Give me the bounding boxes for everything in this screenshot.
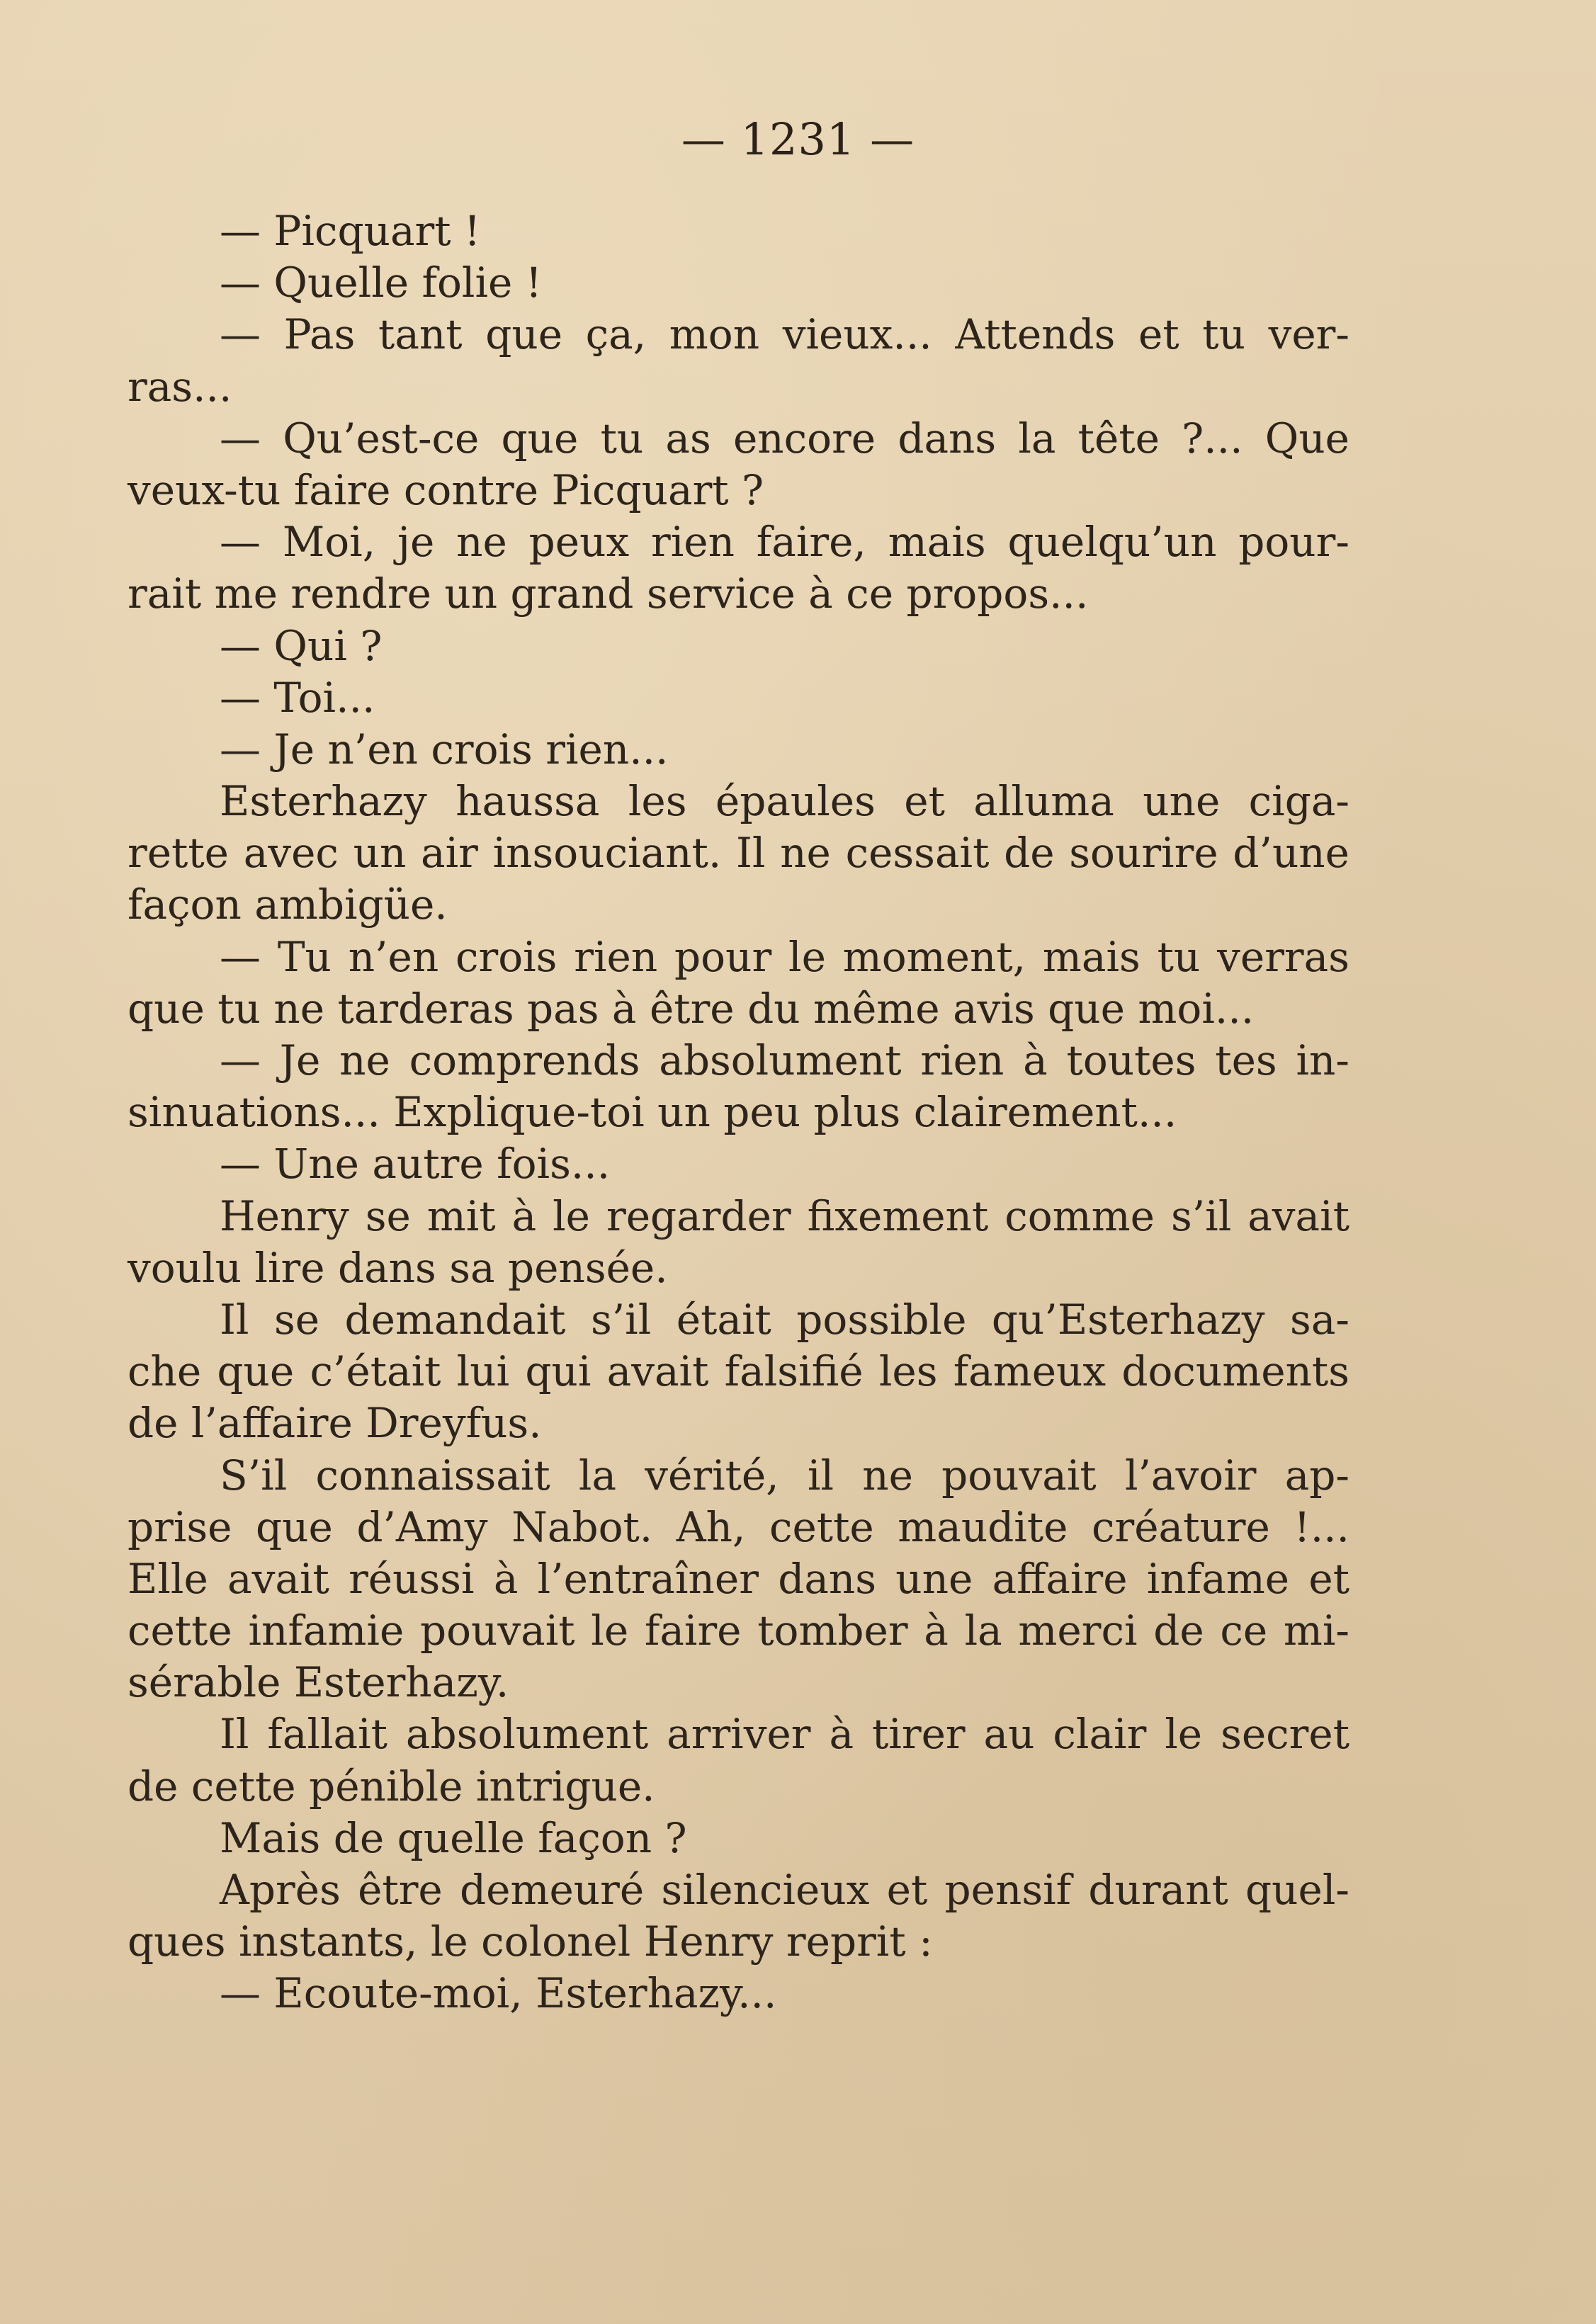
text-line: — Qu’est-ce que tu as encore dans la tête ?... Que: [220, 414, 1349, 463]
text-line: sérable Esterhazy.: [128, 1658, 509, 1707]
text-line: de l’affaire Dreyfus.: [128, 1399, 542, 1448]
text-line: — Je n’en crois rien...: [220, 725, 669, 773]
text-line: — Picquart !: [220, 207, 481, 255]
page-number: — 1231 —: [681, 113, 915, 165]
text-line: — Ecoute-moi, Esterhazy...: [220, 1969, 777, 2018]
text-line: Elle avait réussi à l’entraîner dans une affaire infame et: [128, 1554, 1349, 1603]
text-line: veux-tu faire contre Picquart ?: [128, 465, 764, 514]
text-line: que tu ne tarderas pas à être du même avis que moi...: [128, 984, 1255, 1033]
text-line: Esterhazy haussa les épaules et alluma une ciga-: [220, 777, 1349, 826]
text-line: Il fallait absolument arriver à tirer au clair le secret: [220, 1710, 1349, 1759]
text-line: — Pas tant que ça, mon vieux... Attends et tu ver-: [220, 310, 1349, 359]
text-line: che que c’était lui qui avait falsifié les fameux documents: [128, 1347, 1349, 1396]
text-line: rait me rendre un grand service à ce propos...: [128, 569, 1089, 618]
text-line: — Moi, je ne peux rien faire, mais quelqu’un pour-: [220, 518, 1349, 567]
text-line: — Une autre fois...: [220, 1140, 611, 1189]
text-line: Mais de quelle façon ?: [220, 1813, 687, 1862]
text-line: — Tu n’en crois rien pour le moment, mais tu verras: [220, 932, 1349, 981]
text-line: sinuations... Explique-toi un peu plus clairement...: [128, 1088, 1177, 1137]
text-line: Henry se mit à le regarder fixement comme s’il avait: [220, 1191, 1349, 1240]
text-line: — Toi...: [220, 673, 375, 722]
text-line: ques instants, le colonel Henry reprit :: [128, 1917, 933, 1966]
text-line: S’il connaissait la vérité, il ne pouvait l’avoir ap-: [220, 1451, 1349, 1500]
text-line: — Quelle folie !: [220, 259, 543, 307]
text-line: Après être demeuré silencieux et pensif durant quel-: [220, 1866, 1349, 1914]
text-line: façon ambigüe.: [128, 880, 448, 929]
text-line: de cette pénible intrigue.: [128, 1762, 655, 1810]
text-line: prise que d’Amy Nabot. Ah, cette maudite créature !...: [128, 1502, 1349, 1551]
text-line: cette infamie pouvait le faire tomber à la merci de ce mi-: [128, 1606, 1349, 1655]
text-line: — Je ne comprends absolument rien à toutes tes in-: [220, 1036, 1349, 1084]
text-line: — Qui ?: [220, 621, 383, 670]
text-line: ras...: [128, 362, 232, 411]
text-line: voulu lire dans sa pensée.: [128, 1243, 668, 1292]
text-line: Il se demandait s’il était possible qu’Esterhazy sa-: [220, 1295, 1349, 1344]
body-text: [128, 205, 1349, 2020]
text-line: rette avec un air insouciant. Il ne cessait de sourire d’une: [128, 829, 1349, 878]
